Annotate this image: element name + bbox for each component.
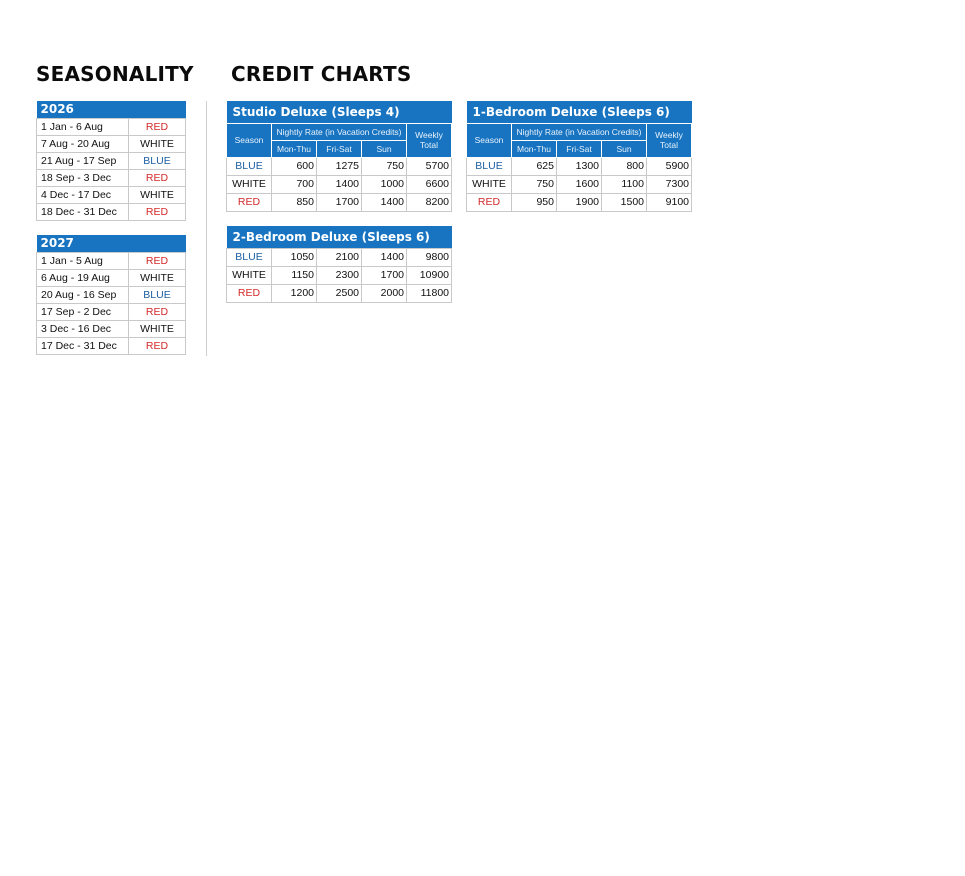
seasonality-table-2026 [36, 101, 186, 221]
nightly-rate-header: Nightly Rate (in Vacation Credits) [272, 123, 407, 140]
season-name: BLUE [227, 157, 272, 175]
date-range: 21 Aug - 17 Sep [37, 152, 129, 169]
date-range: 17 Sep - 2 Dec [37, 303, 129, 320]
mon-thu-value: 850 [272, 193, 317, 211]
weekly-value: 11800 [407, 284, 452, 302]
date-range: 1 Jan - 5 Aug [37, 252, 129, 269]
weekly-value: 5700 [407, 157, 452, 175]
credit-charts-heading: CREDIT CHARTS [231, 62, 412, 86]
mon-thu-value: 700 [272, 175, 317, 193]
table-row [37, 286, 186, 303]
sun-value: 750 [362, 157, 407, 175]
date-range: 1 Jan - 6 Aug [37, 118, 129, 135]
season-name: RED [227, 193, 272, 211]
nightly-rate-header: Nightly Rate (in Vacation Credits) [512, 123, 647, 140]
season-name: WHITE [227, 266, 272, 284]
seasonality-heading: SEASONALITY [36, 62, 194, 86]
date-range: 18 Dec - 31 Dec [37, 203, 129, 220]
weekly-value: 9100 [647, 193, 692, 211]
mon-thu-value: 625 [512, 157, 557, 175]
weekly-total-header: Weekly Total [647, 123, 692, 157]
sun-value: 1400 [362, 193, 407, 211]
mon-thu-value: 1050 [272, 248, 317, 266]
table-row [37, 252, 186, 269]
weekly-value: 9800 [407, 248, 452, 266]
sun-value: 1400 [362, 248, 407, 266]
weekly-value: 5900 [647, 157, 692, 175]
mon-thu-value: 750 [512, 175, 557, 193]
credit-table-title: 2-Bedroom Deluxe (Sleeps 6) [227, 226, 452, 248]
mon-thu-value: 1150 [272, 266, 317, 284]
table-row [37, 135, 186, 152]
season-name: BLUE [467, 157, 512, 175]
date-range: 18 Sep - 3 Dec [37, 169, 129, 186]
table-row [37, 118, 186, 135]
weekly-value: 7300 [647, 175, 692, 193]
table-row [37, 152, 186, 169]
mon-thu-value: 1200 [272, 284, 317, 302]
weekly-value: 10900 [407, 266, 452, 284]
table-row [227, 193, 452, 211]
credit-table-title: Studio Deluxe (Sleeps 4) [227, 101, 452, 123]
table-row [467, 157, 692, 175]
table-row [37, 337, 186, 354]
season-name: BLUE [129, 152, 186, 169]
table-row [227, 157, 452, 175]
season-col-header: Season [227, 123, 272, 157]
mon-thu-header: Mon-Thu [272, 140, 317, 157]
year-header: 2026 [37, 101, 186, 118]
fri-sat-value: 2500 [317, 284, 362, 302]
date-range: 17 Dec - 31 Dec [37, 337, 129, 354]
season-name: RED [129, 252, 186, 269]
table-row [227, 284, 452, 302]
date-range: 4 Dec - 17 Dec [37, 186, 129, 203]
season-name: RED [129, 203, 186, 220]
season-name: WHITE [129, 135, 186, 152]
fri-sat-value: 1900 [557, 193, 602, 211]
season-name: WHITE [129, 320, 186, 337]
table-row [37, 320, 186, 337]
season-name: WHITE [129, 186, 186, 203]
sun-header: Sun [602, 140, 647, 157]
year-header: 2027 [37, 235, 186, 252]
fri-sat-header: Fri-Sat [317, 140, 362, 157]
date-range: 6 Aug - 19 Aug [37, 269, 129, 286]
sun-value: 1700 [362, 266, 407, 284]
season-col-header: Season [467, 123, 512, 157]
season-name: BLUE [227, 248, 272, 266]
fri-sat-value: 1275 [317, 157, 362, 175]
season-name: WHITE [227, 175, 272, 193]
fri-sat-value: 1700 [317, 193, 362, 211]
sun-value: 800 [602, 157, 647, 175]
sun-value: 1100 [602, 175, 647, 193]
weekly-value: 8200 [407, 193, 452, 211]
table-row [467, 193, 692, 211]
sun-value: 2000 [362, 284, 407, 302]
date-range: 3 Dec - 16 Dec [37, 320, 129, 337]
table-row [37, 186, 186, 203]
mon-thu-header: Mon-Thu [512, 140, 557, 157]
table-row [467, 175, 692, 193]
table-row [227, 266, 452, 284]
season-name: BLUE [129, 286, 186, 303]
season-name: RED [129, 169, 186, 186]
credit-table-studio [226, 101, 452, 212]
season-name: WHITE [467, 175, 512, 193]
sun-header: Sun [362, 140, 407, 157]
fri-sat-value: 2300 [317, 266, 362, 284]
date-range: 7 Aug - 20 Aug [37, 135, 129, 152]
credit-table-2-bedroom [226, 226, 452, 303]
weekly-total-header: Weekly Total [407, 123, 452, 157]
mon-thu-value: 950 [512, 193, 557, 211]
season-name: RED [129, 118, 186, 135]
season-name: WHITE [129, 269, 186, 286]
season-name: RED [129, 303, 186, 320]
credit-table-title: 1-Bedroom Deluxe (Sleeps 6) [467, 101, 692, 123]
section-divider [206, 101, 207, 356]
mon-thu-value: 600 [272, 157, 317, 175]
table-row [227, 175, 452, 193]
weekly-value: 6600 [407, 175, 452, 193]
sun-value: 1000 [362, 175, 407, 193]
sun-value: 1500 [602, 193, 647, 211]
fri-sat-value: 2100 [317, 248, 362, 266]
seasonality-table-2027 [36, 235, 186, 355]
fri-sat-value: 1300 [557, 157, 602, 175]
fri-sat-value: 1600 [557, 175, 602, 193]
credit-table-1-bedroom [466, 101, 692, 212]
table-row [37, 269, 186, 286]
table-row [37, 203, 186, 220]
date-range: 20 Aug - 16 Sep [37, 286, 129, 303]
fri-sat-value: 1400 [317, 175, 362, 193]
season-name: RED [227, 284, 272, 302]
table-row [37, 303, 186, 320]
season-name: RED [129, 337, 186, 354]
table-row [227, 248, 452, 266]
table-row [37, 169, 186, 186]
fri-sat-header: Fri-Sat [557, 140, 602, 157]
season-name: RED [467, 193, 512, 211]
